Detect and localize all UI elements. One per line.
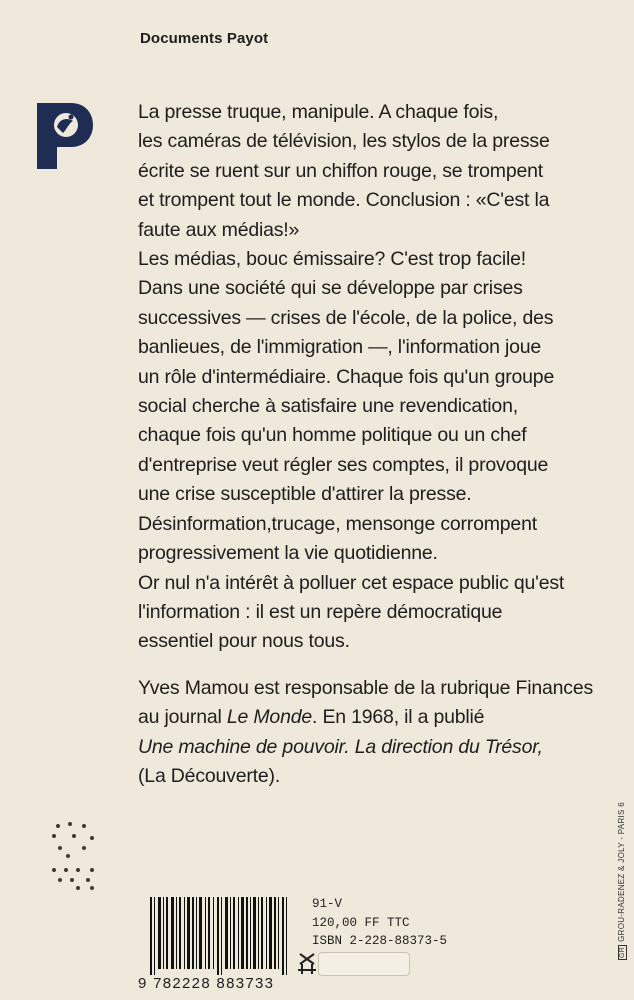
price: 120,00 FF TTC bbox=[312, 915, 410, 930]
blurb-line: progressivement la vie quotidienne. bbox=[138, 542, 438, 565]
author-bio bbox=[138, 674, 618, 792]
blurb-line: Dans une société qui se développe par crises bbox=[138, 277, 523, 300]
blurb-line: Désinformation,trucage, mensonge corrompent bbox=[138, 512, 537, 535]
isbn: ISBN 2-228-88373-5 bbox=[312, 934, 448, 949]
blurb-line: chaque fois qu'un homme politique ou un chef bbox=[138, 424, 527, 447]
book-title: Une machine de pouvoir. La direction du Trésor, bbox=[138, 735, 543, 758]
blurb-line: faute aux médias!» bbox=[138, 218, 300, 241]
blurb-line: l'information : il est un repère démocratique bbox=[138, 600, 503, 623]
blurb-line: essentiel pour nous tous. bbox=[138, 630, 350, 653]
blurb-line: d'entreprise veut régler ses comptes, il provoque bbox=[138, 453, 549, 476]
barcode bbox=[150, 897, 290, 975]
blurb-line: La presse truque, manipule. A chaque fois, bbox=[138, 101, 499, 123]
blurb-line: écrite se ruent sur un chiffon rouge, se trompent bbox=[138, 159, 543, 182]
blurb-line: et trompent tout le monde. Conclusion : «C'est la bbox=[138, 189, 550, 212]
blurb-line: un rôle d'intermédiaire. Chaque fois qu'un groupe bbox=[138, 365, 555, 388]
bookseller-stamp-icon bbox=[296, 950, 318, 976]
blurb-line: Or nul n'a intérêt à polluer cet espace public qu'est bbox=[138, 571, 565, 594]
bio-line bbox=[138, 703, 618, 732]
decorative-dots-pattern bbox=[48, 820, 104, 892]
publisher-name: Documents Payot bbox=[140, 30, 269, 47]
catalog-code: 91-V bbox=[312, 897, 343, 911]
price-sticker bbox=[318, 952, 410, 976]
printer-mark: GR bbox=[619, 946, 626, 958]
ean-digits: 9 782228 883733 bbox=[138, 975, 275, 992]
blurb-line: banlieues, de l'immigration —, l'information joue bbox=[138, 336, 542, 359]
bio-line: (La Découverte). bbox=[138, 765, 281, 788]
blurb-line: les caméras de télévision, les stylos de la presse bbox=[138, 130, 550, 153]
bio-text: . En 1968, il a publié bbox=[312, 706, 485, 729]
bio-line: Yves Mamou est responsable de la rubrique Finances bbox=[138, 677, 594, 699]
bio-text: au journal bbox=[138, 706, 227, 729]
book-meta bbox=[312, 895, 447, 951]
newspaper-title: Le Monde bbox=[226, 706, 313, 729]
blurb-line: Les médias, bouc émissaire? C'est trop facile! bbox=[138, 248, 526, 271]
bio-line bbox=[138, 733, 618, 762]
back-cover-blurb bbox=[138, 98, 608, 657]
printer-name: GROU-RADENEZ & JOLY - PARIS 6 bbox=[617, 802, 626, 942]
blurb-line: une crise susceptible d'attirer la presse. bbox=[138, 483, 472, 506]
payot-logo bbox=[37, 103, 93, 169]
blurb-line: social cherche à satisfaire une revendication, bbox=[138, 395, 518, 418]
printer-credit bbox=[617, 802, 627, 960]
blurb-line: successives — crises de l'école, de la police, des bbox=[138, 306, 554, 329]
